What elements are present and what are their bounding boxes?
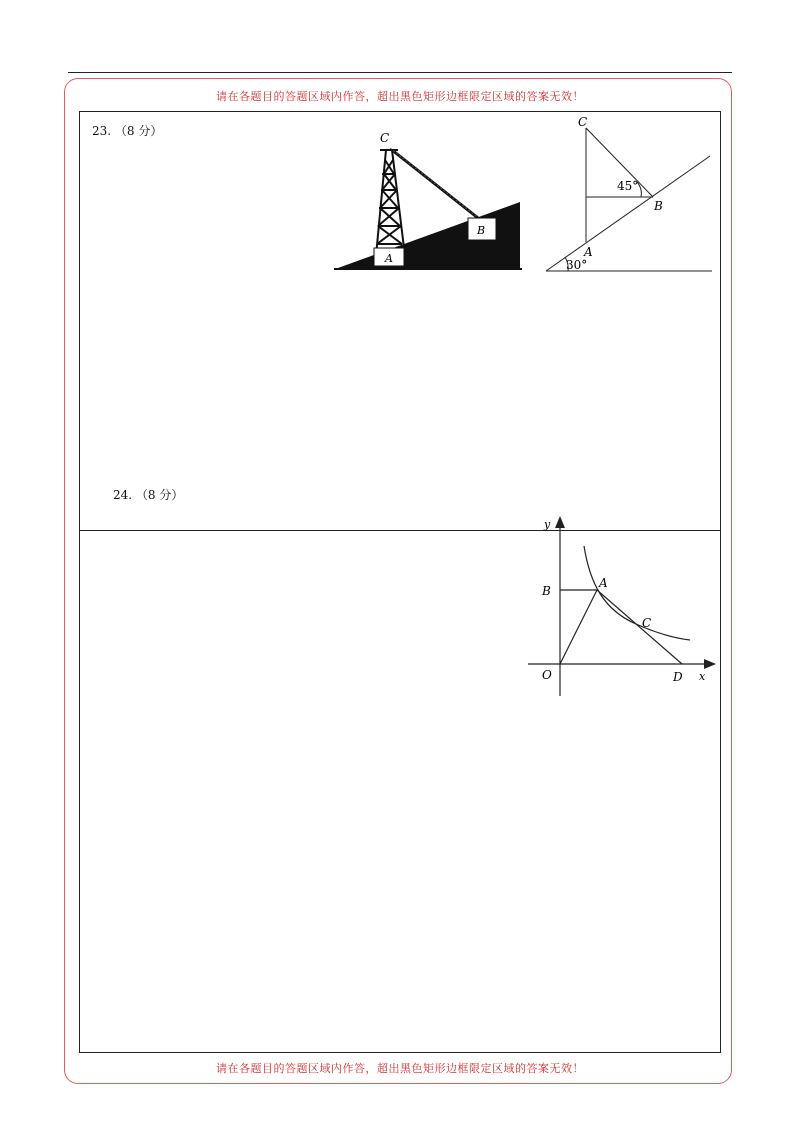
tower-frame <box>376 150 404 256</box>
graph-label-d: D <box>673 670 683 684</box>
q24-coordinate-graph <box>524 514 720 698</box>
question-23-heading <box>92 122 162 139</box>
y-axis-arrow <box>555 516 565 528</box>
photo-label-b: B <box>477 224 486 237</box>
graph-label-x: x <box>699 670 706 683</box>
top-rule <box>68 72 732 73</box>
diag-label-c: C <box>578 115 588 129</box>
question-24-score: （8 分） <box>135 488 184 502</box>
photo-label-c: C <box>380 131 390 145</box>
angle-label-30: 30° <box>566 258 588 272</box>
warning-bottom: 请在各题目的答题区域内作答，超出黑色矩形边框限定区域的答案无效！ <box>216 1062 584 1075</box>
graph-label-c: C <box>642 616 652 630</box>
q23-geometry-diagram <box>540 112 720 280</box>
diag-label-b: B <box>654 199 663 213</box>
question-23-score: （8 分） <box>114 124 163 138</box>
slope-line <box>546 156 710 271</box>
q23-tower-figure <box>334 126 526 276</box>
photo-label-a: A <box>385 252 393 265</box>
diag-label-a: A <box>584 245 593 259</box>
question-24-heading <box>113 486 183 503</box>
warning-top: 请在各题目的答题区域内作答，超出黑色矩形边框限定区域的答案无效！ <box>216 90 584 103</box>
angle-label-45: 45° <box>617 179 639 193</box>
segment-ad <box>597 590 682 664</box>
graph-label-o: O <box>542 668 552 682</box>
x-axis-arrow <box>704 659 716 669</box>
question-24-number: 24. <box>113 488 133 502</box>
graph-label-a: A <box>599 576 608 590</box>
segment-oa <box>560 590 597 664</box>
graph-label-b: B <box>542 584 551 598</box>
graph-label-y: y <box>544 518 551 531</box>
question-23-number: 23. <box>92 124 112 138</box>
